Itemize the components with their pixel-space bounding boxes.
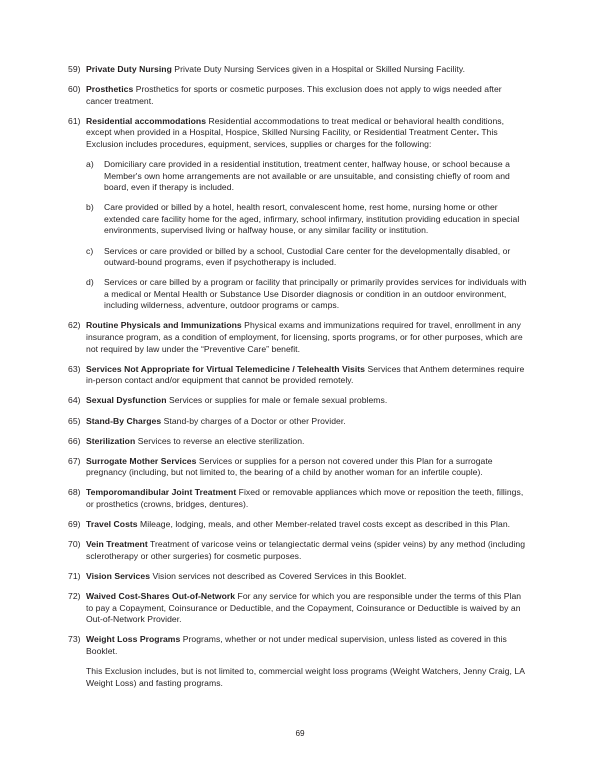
item-marker: 70) <box>68 539 81 550</box>
sub-list-item <box>86 202 528 237</box>
item-term: Routine Physicals and Immunizations <box>86 320 242 331</box>
item-body <box>86 364 524 386</box>
item-term: Surrogate Mother Services <box>86 455 197 466</box>
item-body <box>86 519 510 529</box>
list-item <box>68 320 528 355</box>
list-item <box>68 64 528 76</box>
item-text: Services or supplies for male or female sexual problems. <box>166 395 388 406</box>
item-text: Fixed or removable appliances which move or reposition the teeth, fillings, or prosthetics (crowns, bridges, dentures). <box>86 487 524 510</box>
item-text: Vision services not described as Covered Services in this Booklet. <box>150 571 407 581</box>
item-body <box>86 456 493 478</box>
sub-item-marker: c) <box>86 245 94 256</box>
item-marker: 62) <box>68 320 81 331</box>
item-term: Prosthetics <box>86 84 134 95</box>
closing-paragraph: This Exclusion includes, but is not limited to, commercial weight loss programs (Weight Watchers, Jenny Craig, LA Weight Loss) and fasting programs. <box>86 666 525 688</box>
item-term: Private Duty Nursing <box>86 64 172 74</box>
item-marker: 59) <box>68 64 81 74</box>
item-text: Services to reverse an elective sterilization. <box>135 435 305 446</box>
sub-list-item <box>86 246 528 269</box>
list-item <box>68 116 528 151</box>
item-body <box>86 487 523 509</box>
item-text: Stand-by charges of a Doctor or other Provider. <box>161 415 346 426</box>
item-term: Travel Costs <box>86 519 138 530</box>
item-marker: 69) <box>68 519 81 530</box>
item-text: For any service for which you are responsible under the terms of this Plan to pay a Copayment, Coinsurance or Deductible, and the Copayment, Coinsurance or Deductible is waived by an Out-of-Network Provider. <box>86 591 522 625</box>
item-body <box>86 436 304 446</box>
item-text: Services that Anthem determines require in-person contact and/or equipment that cannot be provided remotely. <box>86 363 525 386</box>
item-text: Prosthetics for sports or cosmetic purposes. This exclusion does not apply to wigs needed after cancer treatment. <box>86 84 502 106</box>
sub-item-text: Domiciliary care provided in a residential institution, treatment center, halfway house, or school because a Member's own home arrangements are not available or are unsuitable, and consisting chiefly of room and board, even if therapy is included. <box>104 159 510 193</box>
sub-item-text: Services or care provided or billed by a school, Custodial Care center for the developmentally disabled, or outward-bound programs, even if psychotherapy is included. <box>104 245 511 268</box>
item-marker: 64) <box>68 395 81 406</box>
list-item <box>68 591 528 626</box>
item-text: Programs, whether or not under medical supervision, unless listed as covered in this Booklet. <box>86 634 507 656</box>
list-item <box>68 519 528 531</box>
item-marker: 63) <box>68 363 81 374</box>
item-marker: 66) <box>68 435 81 446</box>
sub-item-marker: a) <box>86 159 94 170</box>
item-marker: 61) <box>68 115 81 126</box>
item-marker: 71) <box>68 571 81 581</box>
item-body <box>86 395 387 405</box>
item-term-tail: . <box>476 127 480 138</box>
item-body <box>86 84 502 106</box>
item-marker: 65) <box>68 415 81 426</box>
sub-item-text: Services or care billed by a program or facility that principally or primarily provides services for individuals with a medical or Mental Health or Substance Use Disorder diagnosis or condition in an outdoor environment, including wilderness, adventure, outdoor programs or camps. <box>104 277 527 311</box>
item-text: Physical exams and immunizations required for travel, enrollment in any insurance program, as a condition of employment, for licensing, sports programs, or for other purposes, which are not required by law under the “Preventive Care” benefit. <box>86 320 523 354</box>
item-term: Weight Loss Programs <box>86 634 181 645</box>
item-marker: 72) <box>68 591 81 602</box>
list-item <box>68 416 528 428</box>
sub-item-text: Care provided or billed by a hotel, health resort, convalescent home, rest home, nursing home or other extended care facility home for the aged, infirmary, school infirmary, institution providing education in special environments, supervised living or halfway house, or any similar facility or institution. <box>104 202 520 236</box>
item-marker: 60) <box>68 84 81 95</box>
list-item <box>68 364 528 387</box>
item-body <box>86 320 523 353</box>
list-item <box>68 456 528 479</box>
item-term: Residential accommodations <box>86 115 207 126</box>
item-term: Stand-By Charges <box>86 415 162 426</box>
list-item <box>68 84 528 107</box>
item-body <box>86 591 521 624</box>
item-text: Services or supplies for a person not covered under this Plan for a surrogate pregnancy (including, but not limited to, the bearing of a child by another woman for an infertile couple). <box>86 455 493 478</box>
item-text: Private Duty Nursing Services given in a Hospital or Skilled Nursing Facility. <box>171 64 466 74</box>
sub-list-item <box>86 159 528 194</box>
item-text: Treatment of varicose veins or telangiectatic dermal veins (spider veins) by any method (including sclerotherapy or other surgeries) for cosmetic purposes. <box>86 539 526 561</box>
item-term: Waived Cost-Shares Out-of-Network <box>86 591 236 602</box>
page-number: 69 <box>295 729 305 738</box>
sub-item-marker: b) <box>86 202 94 213</box>
item-text: Residential accommodations to treat medical or behavioral health conditions, except when provided in a Hospital, Hospice, Skilled Nursing Facility, or Residential Treatment Center <box>86 115 505 138</box>
item-body <box>86 634 507 656</box>
list-item <box>68 487 528 510</box>
item-marker: 67) <box>68 455 81 466</box>
item-term: Sterilization <box>86 435 136 446</box>
item-body <box>86 64 465 74</box>
item-marker: 73) <box>68 634 81 645</box>
item-body <box>86 571 406 581</box>
exclusions-list <box>68 64 528 689</box>
item-term: Services Not Appropriate for Virtual Telemedicine / Telehealth Visits <box>86 363 366 374</box>
list-item <box>68 539 528 562</box>
item-term: Vision Services <box>86 571 151 581</box>
item-body <box>86 539 525 561</box>
item-text-tail: This Exclusion includes procedures, equipment, services, supplies or charges for the following: <box>86 127 498 149</box>
item-body <box>86 116 504 149</box>
sub-list <box>68 159 528 312</box>
list-item <box>68 634 528 657</box>
sub-list-item <box>86 277 528 312</box>
item-term: Vein Treatment <box>86 539 148 550</box>
item-marker: 68) <box>68 487 81 498</box>
item-term: Temporomandibular Joint Treatment <box>86 487 237 498</box>
sub-item-marker: d) <box>86 277 94 288</box>
item-body <box>86 416 346 426</box>
list-item <box>68 395 528 407</box>
item-text: Mileage, lodging, meals, and other Member-related travel costs except as described in this Plan. <box>137 519 511 530</box>
list-item <box>68 571 528 583</box>
list-item <box>68 436 528 448</box>
item-term: Sexual Dysfunction <box>86 395 167 406</box>
